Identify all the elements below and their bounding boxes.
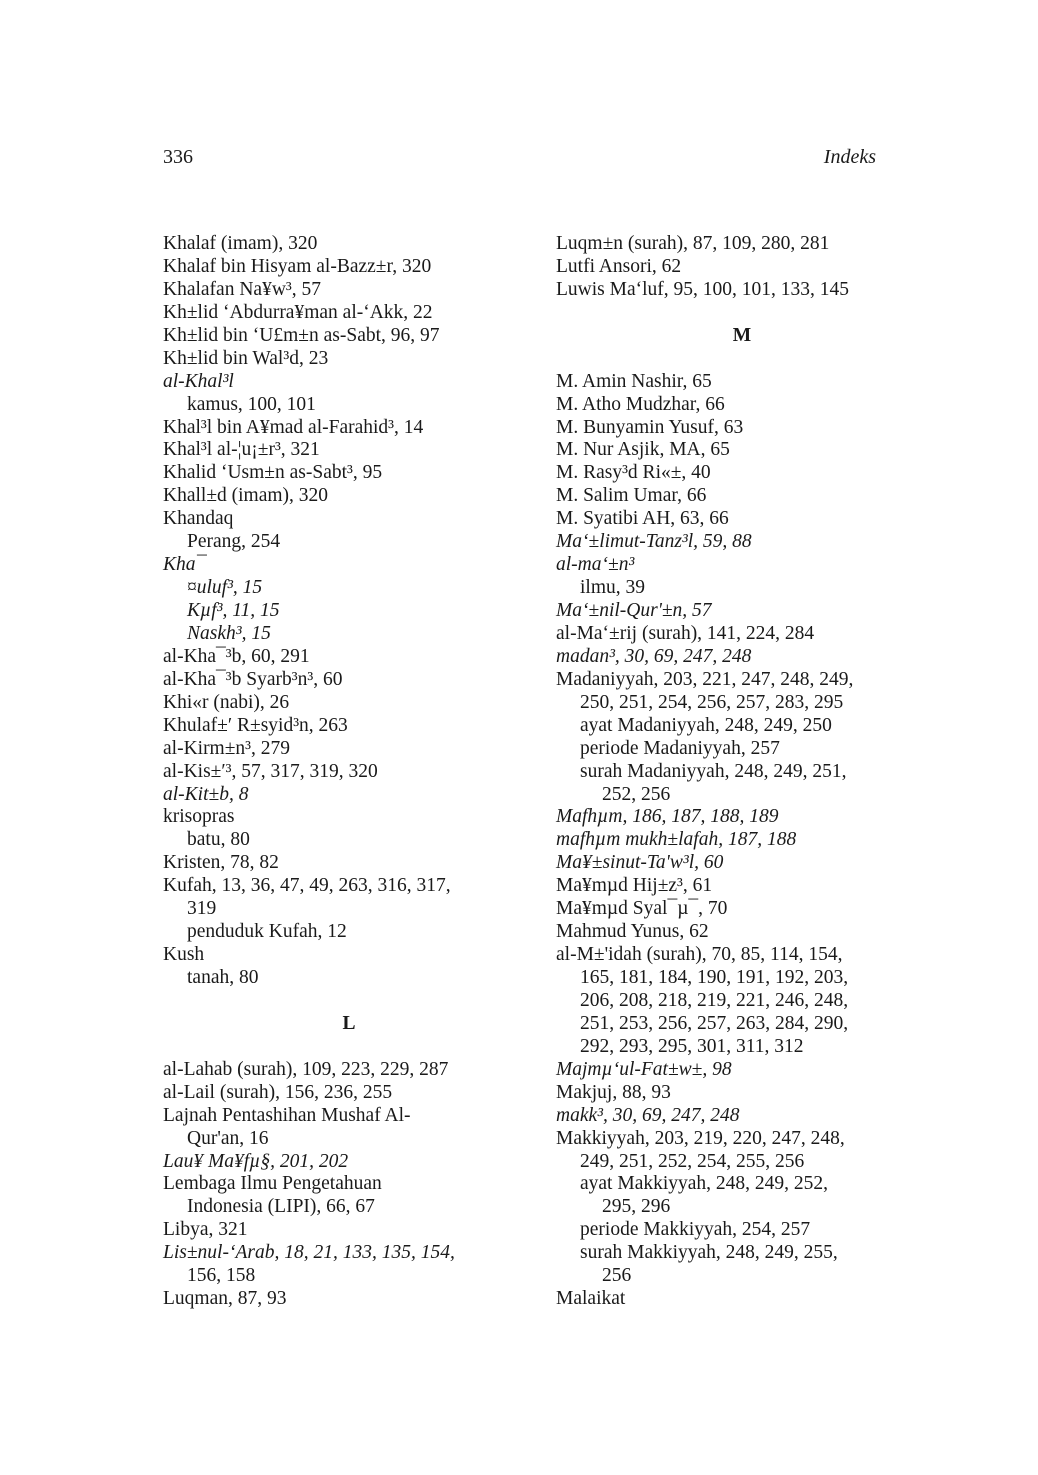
index-entry: M. Nur Asjik, MA, 65 [556, 439, 730, 461]
index-subentry: 206, 208, 218, 219, 221, 246, 248, [580, 989, 849, 1011]
index-entry: M. Amin Nashir, 65 [556, 370, 712, 392]
index-entry: Ma‘±nil-Qur'±n, 57 [556, 600, 712, 621]
index-subentry: Kµf³, 11, 15 [187, 600, 280, 621]
index-entry: Kh±lid bin Wal³d, 23 [163, 347, 329, 369]
index-entry: M. Atho Mudzhar, 66 [556, 393, 725, 415]
index-entry: Ma¥±sinut-Ta'w³l, 60 [556, 852, 724, 874]
index-entry: Kh±lid ‘Abdurra¥man al-‘Akk, 22 [163, 301, 433, 323]
index-entry: Khalafan Na¥w³, 57 [163, 278, 321, 300]
index-entry: Mahmud Yunus, 62 [556, 921, 709, 943]
index-subentry: ilmu, 39 [580, 577, 646, 599]
index-entry: Majmµ‘ul-Fat±w±, 98 [556, 1058, 732, 1080]
index-subentry: ayat Makkiyyah, 248, 249, 252, [580, 1173, 829, 1195]
index-subentry: 249, 251, 252, 254, 255, 256 [580, 1150, 805, 1172]
index-entry: M. Salim Umar, 66 [556, 485, 707, 507]
index-subentry: Perang, 254 [187, 531, 281, 553]
index-entry: M. Rasy³d Ri«±, 40 [556, 462, 711, 484]
index-entry: Kush [163, 944, 205, 966]
index-entry: al-ma‘±n³ [556, 554, 635, 576]
index-subentry: ¤uluf³, 15 [187, 577, 263, 599]
index-subentry: 252, 256 [602, 783, 671, 805]
index-entry: Lembaga Ilmu Pengetahuan [163, 1173, 382, 1195]
index-entry: al-M±'idah (surah), 70, 85, 114, 154, [556, 944, 843, 966]
index-entry: al-Kit±b, 8 [163, 783, 249, 805]
letter-heading: L [342, 1012, 356, 1034]
index-subentry: 319 [187, 898, 217, 920]
index-column-right [556, 233, 928, 1311]
index-entry: Kh±lid bin ‘U£m±n as-Sabt, 96, 97 [163, 324, 440, 346]
index-entry: Makjuj, 88, 93 [556, 1081, 671, 1103]
index-subentry: ayat Madaniyyah, 248, 249, 250 [580, 714, 832, 736]
index-entry: Kufah, 13, 36, 47, 49, 263, 316, 317, [163, 875, 451, 897]
index-entry: al-Lail (surah), 156, 236, 255 [163, 1081, 393, 1103]
index-entry: Khi«r (nabi), 26 [163, 691, 290, 713]
index-entry: Madaniyyah, 203, 221, 247, 248, 249, [556, 668, 854, 690]
index-entry: Ma¥mµd Hij±z³, 61 [556, 875, 713, 897]
index-entry: Khal³l bin A¥mad al-Farahid³, 14 [163, 416, 424, 438]
blank-line [163, 990, 535, 1013]
index-entry: Ma¥mµd Syal¯µ¯, 70 [556, 898, 728, 920]
index-entry: Malaikat [556, 1288, 626, 1310]
index-entry: Kristen, 78, 82 [163, 852, 279, 874]
index-entry: Khall±d (imam), 320 [163, 485, 329, 507]
page-number: 336 [163, 146, 193, 168]
index-entry: Kha¯ [163, 554, 206, 576]
index-entry: M. Bunyamin Yusuf, 63 [556, 416, 744, 438]
letter-heading: M [732, 324, 752, 346]
index-entry: makk³, 30, 69, 247, 248 [556, 1104, 740, 1126]
index-entry: Luqman, 87, 93 [163, 1288, 287, 1310]
index-subentry: Naskh³, 15 [187, 622, 271, 644]
index-subentry: Qur'an, 16 [187, 1127, 269, 1149]
index-entry: Luwis Ma‘luf, 95, 100, 101, 133, 145 [556, 278, 850, 300]
index-subentry: 165, 181, 184, 190, 191, 192, 203, [580, 967, 849, 988]
index-entry: al-Ma‘±rij (surah), 141, 224, 284 [556, 622, 815, 644]
index-entry: madan³, 30, 69, 247, 248 [556, 645, 752, 667]
index-subentry: penduduk Kufah, 12 [187, 921, 347, 943]
index-subentry: batu, 80 [187, 829, 250, 851]
index-subentry: 256 [602, 1265, 632, 1287]
index-subentry: periode Madaniyyah, 257 [580, 737, 780, 759]
index-entry: Ma‘±limut-Tanz³l, 59, 88 [556, 531, 752, 553]
blank-line [163, 1036, 535, 1059]
index-subentry: Indonesia (LIPI), 66, 67 [187, 1196, 375, 1218]
index-subentry: 295, 296 [602, 1196, 671, 1218]
index-subentry: 292, 293, 295, 301, 311, 312 [580, 1035, 804, 1057]
index-entry: Khalaf bin Hisyam al-Bazz±r, 320 [163, 255, 432, 277]
index-entry: Makkiyyah, 203, 219, 220, 247, 248, [556, 1127, 845, 1149]
index-entry: al-Khal³l [163, 370, 234, 392]
index-entry: Mafhµm, 186, 187, 188, 189 [556, 806, 779, 828]
index-entry: al-Kis±′³, 57, 317, 319, 320 [163, 760, 378, 782]
index-entry: al-Kha¯³b Syarb³n³, 60 [163, 668, 343, 690]
index-entry: Lau¥ Ma¥fµ§, 201, 202 [163, 1150, 349, 1172]
index-entry: Lutfi Ansori, 62 [556, 255, 682, 277]
index-entry: Khulaf±′ R±syid³n, 263 [163, 714, 348, 736]
index-entry: Lis±nul-‘Arab, 18, 21, 133, 135, 154, [163, 1242, 455, 1264]
index-subentry: kamus, 100, 101 [187, 393, 316, 415]
index-entry: al-Kirm±n³, 279 [163, 737, 291, 759]
running-title: Indeks [823, 146, 876, 168]
index-entry: al-Lahab (surah), 109, 223, 229, 287 [163, 1058, 449, 1080]
index-entry: Khandaq [163, 508, 234, 530]
index-entry: Khalaf (imam), 320 [163, 233, 318, 254]
index-subentry: surah Madaniyyah, 248, 249, 251, [580, 760, 847, 782]
index-subentry: periode Makkiyyah, 254, 257 [580, 1219, 811, 1241]
index-subentry: 156, 158 [187, 1265, 256, 1287]
index-entry: Libya, 321 [163, 1219, 248, 1241]
index-entry: al-Kha¯³b, 60, 291 [163, 645, 310, 667]
index-entry: Luqm±n (surah), 87, 109, 280, 281 [556, 233, 830, 254]
index-entry: M. Syatibi AH, 63, 66 [556, 508, 729, 530]
index-entry: Khalid ‘Usm±n as-Sabt³, 95 [163, 462, 383, 484]
index-entry: Khal³l al-¦u¡±r³, 321 [163, 439, 320, 461]
blank-line [556, 302, 928, 325]
blank-line [556, 348, 928, 371]
index-subentry: 251, 253, 256, 257, 263, 284, 290, [580, 1012, 849, 1034]
index-entry: krisopras [163, 806, 235, 828]
index-subentry: tanah, 80 [187, 967, 259, 988]
index-entry: Lajnah Pentashihan Mushaf Al- [163, 1104, 411, 1126]
index-column-left [163, 233, 535, 1311]
index-entry: mafhµm mukh±lafah, 187, 188 [556, 829, 797, 851]
index-subentry: surah Makkiyyah, 248, 249, 255, [580, 1242, 838, 1264]
index-subentry: 250, 251, 254, 256, 257, 283, 295 [580, 691, 844, 713]
